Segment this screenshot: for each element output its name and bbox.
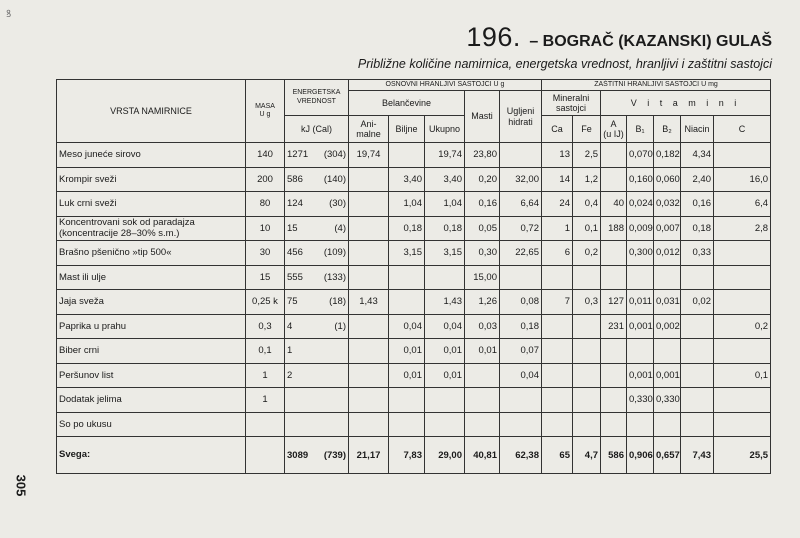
cell-ukupno: 0,18	[425, 216, 465, 241]
cell-c	[714, 388, 771, 413]
cell-ugljeni: 0,08	[500, 290, 542, 315]
cell-name	[57, 167, 246, 192]
cal-value: (30)	[329, 198, 346, 210]
cell-biljne: 0,01	[389, 339, 425, 364]
cell-masti	[465, 363, 500, 388]
cell-fe	[573, 265, 601, 290]
cell-animalne	[349, 167, 389, 192]
cell-animalne	[349, 314, 389, 339]
cell-ugljeni: 0,07	[500, 339, 542, 364]
cell-masti: 0,01	[465, 339, 500, 364]
cell-b1: 0,330	[627, 388, 654, 413]
cell-c: 0,1	[714, 363, 771, 388]
cell-animalne: 21,17	[349, 437, 389, 474]
cell-ca: 7	[542, 290, 573, 315]
cell-c	[714, 339, 771, 364]
cell-c: 16,0	[714, 167, 771, 192]
cell-name	[57, 290, 246, 315]
header-mineralni: Mineralni sastojci	[542, 91, 601, 116]
cell-ukupno: 0,01	[425, 339, 465, 364]
cell-b2: 0,031	[654, 290, 681, 315]
cell-masti: 15,00	[465, 265, 500, 290]
header-osnovni: OSNOVNI HRANLJIVI SASTOJCI U g	[349, 80, 542, 91]
recipe-number: 196.	[466, 22, 521, 52]
cell-masa: 1	[246, 388, 285, 413]
header-b1: B₁	[627, 116, 654, 143]
cell-fe: 0,2	[573, 241, 601, 266]
cell-c	[714, 143, 771, 168]
cal-value: (18)	[329, 296, 346, 308]
header-vitamini: V i t a m i n i	[601, 91, 771, 116]
cell-masa: 80	[246, 192, 285, 217]
food-name: Biber crni	[59, 345, 100, 357]
cell-animalne	[349, 363, 389, 388]
kj-value: 1271	[287, 149, 309, 161]
cell-biljne	[389, 412, 425, 437]
food-name: Krompir sveži	[59, 173, 117, 185]
cell-masa: 15	[246, 265, 285, 290]
header-belancevine: Belančevine	[349, 91, 465, 116]
cell-fe: 2,5	[573, 143, 601, 168]
cell-niacin	[681, 388, 714, 413]
cell-fe: 0,1	[573, 216, 601, 241]
cell-ca: 65	[542, 437, 573, 474]
cell-ukupno: 3,40	[425, 167, 465, 192]
cell-fe: 4,7	[573, 437, 601, 474]
header-vrsta: VRSTA NAMIRNICE	[57, 80, 246, 143]
cell-b2	[654, 412, 681, 437]
cell-ugljeni	[500, 412, 542, 437]
cell-masti: 0,16	[465, 192, 500, 217]
cell-fe	[573, 339, 601, 364]
food-name: Jaja sveža	[59, 296, 104, 308]
cell-masa: 0,25 k	[246, 290, 285, 315]
cell-fe	[573, 363, 601, 388]
cell-ugljeni: 0,04	[500, 363, 542, 388]
cell-ugljeni: 22,65	[500, 241, 542, 266]
cell-energetska	[285, 290, 349, 315]
cell-name	[57, 314, 246, 339]
cell-name	[57, 216, 246, 241]
cell-b1: 0,011	[627, 290, 654, 315]
cell-b2: 0,330	[654, 388, 681, 413]
kj-value: 124	[287, 198, 303, 210]
cell-biljne: 3,40	[389, 167, 425, 192]
cell-b2	[654, 265, 681, 290]
cell-masa: 0,1	[246, 339, 285, 364]
cell-niacin	[681, 363, 714, 388]
cell-ca: 1	[542, 216, 573, 241]
cell-fe: 0,3	[573, 290, 601, 315]
cell-ukupno	[425, 412, 465, 437]
cell-a	[601, 339, 627, 364]
cell-fe: 1,2	[573, 167, 601, 192]
corner-mark: ꝸ	[6, 9, 12, 20]
cell-masti: 40,81	[465, 437, 500, 474]
cell-a: 586	[601, 437, 627, 474]
header-a: A (u IJ)	[601, 116, 627, 143]
cell-fe: 0,4	[573, 192, 601, 217]
table-row	[57, 192, 771, 217]
cell-animalne	[349, 388, 389, 413]
kj-value: 2	[287, 369, 293, 381]
cell-b2: 0,032	[654, 192, 681, 217]
cell-animalne: 1,43	[349, 290, 389, 315]
cell-niacin	[681, 412, 714, 437]
cell-energetska	[285, 437, 349, 474]
cell-biljne	[389, 388, 425, 413]
page-number: 305	[13, 474, 29, 497]
cell-b2: 0,012	[654, 241, 681, 266]
cal-value: (4)	[334, 222, 346, 234]
cell-animalne	[349, 241, 389, 266]
cell-masti	[465, 388, 500, 413]
cell-biljne	[389, 143, 425, 168]
food-name: Dodatak jelima	[59, 394, 122, 406]
cal-value: (133)	[323, 271, 346, 283]
food-name: Svega:	[59, 449, 91, 461]
cell-ca: 14	[542, 167, 573, 192]
cell-a	[601, 167, 627, 192]
cell-ugljeni	[500, 265, 542, 290]
cell-masti: 23,80	[465, 143, 500, 168]
recipe-subtitle: Približne količine namirnica, energetska vrednost, hranljivi i zaštitni sastojci	[357, 57, 772, 71]
cell-masa: 10	[246, 216, 285, 241]
cell-ca	[542, 265, 573, 290]
table-row	[57, 216, 771, 241]
table-row	[57, 265, 771, 290]
cell-b2: 0,001	[654, 363, 681, 388]
table-row	[57, 241, 771, 266]
cell-c: 25,5	[714, 437, 771, 474]
cell-energetska	[285, 388, 349, 413]
cell-b1: 0,009	[627, 216, 654, 241]
cell-a	[601, 388, 627, 413]
cell-b1: 0,070	[627, 143, 654, 168]
food-name: Paprika u prahu	[59, 320, 127, 332]
cell-ukupno: 19,74	[425, 143, 465, 168]
cell-masti: 1,26	[465, 290, 500, 315]
table-row	[57, 143, 771, 168]
cell-ugljeni: 0,18	[500, 314, 542, 339]
cell-energetska	[285, 412, 349, 437]
cell-c: 6,4	[714, 192, 771, 217]
cell-c: 0,2	[714, 314, 771, 339]
cal-value: (1)	[334, 320, 346, 332]
cell-masa: 0,3	[246, 314, 285, 339]
cell-niacin: 0,02	[681, 290, 714, 315]
cell-a	[601, 363, 627, 388]
cell-name	[57, 265, 246, 290]
cell-name	[57, 241, 246, 266]
header-b2: B₂	[654, 116, 681, 143]
cell-masti	[465, 412, 500, 437]
kj-value: 586	[287, 173, 303, 185]
cell-niacin: 7,43	[681, 437, 714, 474]
cell-ca: 24	[542, 192, 573, 217]
header-masti: Masti	[465, 91, 500, 143]
cell-niacin: 2,40	[681, 167, 714, 192]
cell-animalne: 19,74	[349, 143, 389, 168]
cell-ukupno: 3,15	[425, 241, 465, 266]
cell-ukupno	[425, 388, 465, 413]
cell-ca: 13	[542, 143, 573, 168]
cell-animalne	[349, 339, 389, 364]
table-row	[57, 412, 771, 437]
cell-a	[601, 143, 627, 168]
cell-masti: 0,05	[465, 216, 500, 241]
table-row	[57, 290, 771, 315]
kj-value: 3089	[287, 449, 309, 461]
cell-ugljeni: 6,64	[500, 192, 542, 217]
cell-a: 127	[601, 290, 627, 315]
cell-energetska	[285, 143, 349, 168]
cell-energetska	[285, 192, 349, 217]
cell-b1: 0,906	[627, 437, 654, 474]
cell-ukupno: 29,00	[425, 437, 465, 474]
cell-ca	[542, 363, 573, 388]
cell-masti: 0,20	[465, 167, 500, 192]
header-zastitni: ZAŠTITNI HRANLJIVI SASTOJCI U mg	[542, 80, 771, 91]
table-row	[57, 388, 771, 413]
header-kj: kJ (Cal)	[285, 116, 349, 143]
table-row	[57, 363, 771, 388]
cell-b2	[654, 339, 681, 364]
cell-niacin: 0,18	[681, 216, 714, 241]
cell-ukupno: 1,43	[425, 290, 465, 315]
cell-energetska	[285, 216, 349, 241]
cell-a	[601, 412, 627, 437]
cell-ugljeni	[500, 143, 542, 168]
cell-b1	[627, 265, 654, 290]
cell-a: 231	[601, 314, 627, 339]
cell-name	[57, 388, 246, 413]
food-name: Meso juneće sirovo	[59, 149, 141, 161]
cell-ugljeni: 32,00	[500, 167, 542, 192]
cell-masa	[246, 412, 285, 437]
header-animalne: Ani- malne	[349, 116, 389, 143]
cell-niacin: 0,16	[681, 192, 714, 217]
cell-niacin	[681, 314, 714, 339]
cell-name	[57, 192, 246, 217]
cell-masa: 1	[246, 363, 285, 388]
header-biljne: Biljne	[389, 116, 425, 143]
cell-fe	[573, 388, 601, 413]
cell-name	[57, 412, 246, 437]
kj-value: 1	[287, 345, 293, 357]
cell-b1: 0,024	[627, 192, 654, 217]
cell-name	[57, 339, 246, 364]
cell-b2: 0,002	[654, 314, 681, 339]
recipe-name: – BOGRAČ (KAZANSKI) GULAŠ	[529, 33, 772, 50]
header-energetska: ENERGETSKA VREDNOST	[285, 80, 349, 116]
kj-value: 75	[287, 296, 298, 308]
header-masa: MASA U g	[246, 80, 285, 143]
header-c: C	[714, 116, 771, 143]
table-row	[57, 167, 771, 192]
cell-animalne	[349, 412, 389, 437]
cell-c: 2,8	[714, 216, 771, 241]
cell-biljne: 0,18	[389, 216, 425, 241]
header-ca: Ca	[542, 116, 573, 143]
cell-biljne: 0,04	[389, 314, 425, 339]
cal-value: (140)	[323, 173, 346, 185]
cell-animalne	[349, 192, 389, 217]
cell-masa	[246, 437, 285, 474]
cal-value: (109)	[323, 247, 346, 259]
cell-ca: 6	[542, 241, 573, 266]
kj-value: 555	[287, 271, 303, 283]
food-name: Mast ili ulje	[59, 271, 106, 283]
cell-name	[57, 143, 246, 168]
cell-b2: 0,657	[654, 437, 681, 474]
cell-name	[57, 437, 246, 474]
cell-b1: 0,300	[627, 241, 654, 266]
cell-masa: 140	[246, 143, 285, 168]
table-row	[57, 339, 771, 364]
cell-ukupno: 0,01	[425, 363, 465, 388]
kj-value: 456	[287, 247, 303, 259]
cell-niacin	[681, 339, 714, 364]
cell-b1: 0,001	[627, 314, 654, 339]
cell-ca	[542, 339, 573, 364]
cell-a: 40	[601, 192, 627, 217]
cell-b2: 0,060	[654, 167, 681, 192]
cell-biljne: 7,83	[389, 437, 425, 474]
cell-masa: 30	[246, 241, 285, 266]
cell-energetska	[285, 363, 349, 388]
cell-ca	[542, 314, 573, 339]
cell-c	[714, 290, 771, 315]
cell-ukupno: 0,04	[425, 314, 465, 339]
cell-a	[601, 241, 627, 266]
cell-b1: 0,001	[627, 363, 654, 388]
cell-energetska	[285, 265, 349, 290]
cal-value: (304)	[323, 149, 346, 161]
cell-biljne	[389, 265, 425, 290]
cell-ca	[542, 388, 573, 413]
total-row	[57, 437, 771, 474]
cell-b1	[627, 339, 654, 364]
cell-energetska	[285, 167, 349, 192]
table-row	[57, 314, 771, 339]
recipe-title	[466, 22, 772, 53]
cell-masti: 0,03	[465, 314, 500, 339]
header-ugljeni: Ugljeni hidrati	[500, 91, 542, 143]
cell-b2: 0,182	[654, 143, 681, 168]
cell-a: 188	[601, 216, 627, 241]
header-ukupno: Ukupno	[425, 116, 465, 143]
cell-ugljeni: 0,72	[500, 216, 542, 241]
cell-energetska	[285, 314, 349, 339]
cell-ukupno	[425, 265, 465, 290]
food-name: So po ukusu	[59, 418, 112, 430]
cell-c	[714, 241, 771, 266]
cell-masti: 0,30	[465, 241, 500, 266]
food-name: Peršunov list	[59, 369, 114, 381]
cell-fe	[573, 412, 601, 437]
cal-value: (739)	[323, 449, 346, 461]
cell-a	[601, 265, 627, 290]
cell-biljne: 1,04	[389, 192, 425, 217]
cell-ca	[542, 412, 573, 437]
cell-b1	[627, 412, 654, 437]
kj-value: 4	[287, 320, 293, 332]
kj-value: 15	[287, 222, 298, 234]
cell-ugljeni: 62,38	[500, 437, 542, 474]
cell-ugljeni	[500, 388, 542, 413]
food-name: Brašno pšenično »tip 500«	[59, 247, 172, 259]
food-name: Luk crni sveži	[59, 198, 117, 210]
nutrition-table	[56, 79, 771, 474]
food-name: Koncentrovani sok od paradajza (koncentracije 28–30% s.m.)	[59, 216, 195, 240]
cell-animalne	[349, 216, 389, 241]
header-fe: Fe	[573, 116, 601, 143]
cell-biljne: 3,15	[389, 241, 425, 266]
cell-niacin	[681, 265, 714, 290]
cell-biljne: 0,01	[389, 363, 425, 388]
cell-c	[714, 265, 771, 290]
cell-energetska	[285, 241, 349, 266]
cell-animalne	[349, 265, 389, 290]
cell-energetska	[285, 339, 349, 364]
cell-niacin: 0,33	[681, 241, 714, 266]
cell-masa: 200	[246, 167, 285, 192]
cell-c	[714, 412, 771, 437]
cell-b2: 0,007	[654, 216, 681, 241]
cell-fe	[573, 314, 601, 339]
cell-niacin: 4,34	[681, 143, 714, 168]
cell-biljne	[389, 290, 425, 315]
cell-b1: 0,160	[627, 167, 654, 192]
cell-name	[57, 363, 246, 388]
header-niacin: Niacin	[681, 116, 714, 143]
cell-ukupno: 1,04	[425, 192, 465, 217]
